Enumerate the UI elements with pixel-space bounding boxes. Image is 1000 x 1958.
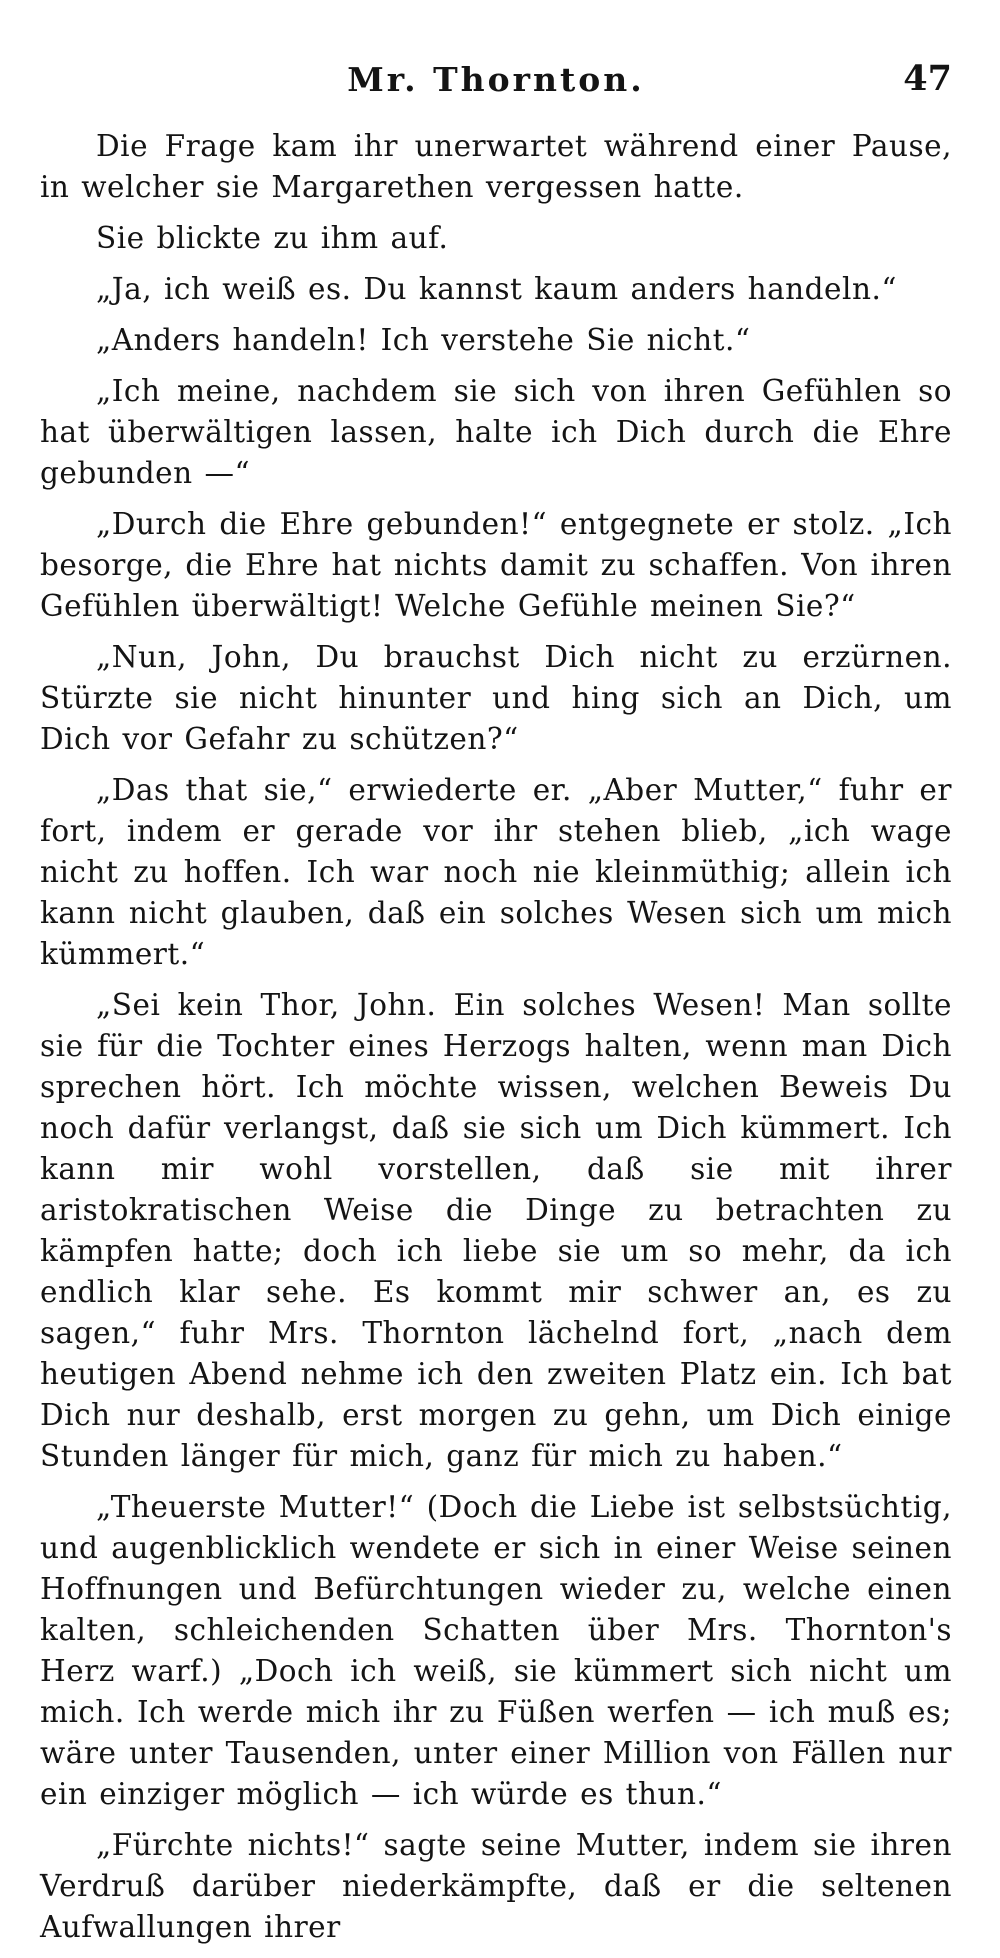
body-text (40, 126, 952, 1958)
paragraph: „Nun, John, Du brauchst Dich nicht zu erzürnen. Stürzte sie nicht hinunter und hing sich an Dich, um Dich vor Gefahr zu schützen?“ (40, 640, 952, 756)
paragraph: „Sei kein Thor, John. Ein solches Wesen! Man sollte sie für die Tochter eines Herzogs halten, wenn man Dich sprechen hört. Ich möchte wissen, welchen Beweis Du noch dafür verlangst, daß sie sich um Dich kümmert. Ich kann mir wohl vorstellen, daß sie mit ihrer aristokratischen Weise die Dinge zu betrachten zu kämpfen hatte; doch ich liebe sie um so mehr, da ich endlich klar sehe. Es kommt mir schwer an, es zu sagen,“ fuhr Mrs. Thornton lächelnd fort, „nach dem heutigen Abend nehme ich den zweiten Platz ein. Ich bat Dich nur deshalb, erst morgen zu gehn, um Dich einige Stunden länger für mich, ganz für mich zu haben.“ (40, 988, 952, 1473)
paragraph: „Theuerste Mutter!“ (Doch die Liebe ist selbstsüchtig, und augenblicklich wendete er sich in einer Weise seinen Hoffnungen und Befürchtungen wieder zu, welche einen kalten, schleichenden Schatten über Mrs. Thornton's Herz warf.) „Doch ich weiß, sie kümmert sich nicht um mich. Ich werde mich ihr zu Füßen werfen — ich muß es; wäre unter Tausenden, unter einer Million von Fällen nur ein einziger möglich — ich würde es thun.“ (40, 1490, 952, 1811)
paragraph: „Anders handeln! Ich verstehe Sie nicht.“ (96, 323, 751, 357)
book-page (40, 0, 952, 1944)
paragraph: „Das that sie,“ erwiederte er. „Aber Mutter,“ fuhr er fort, indem er gerade vor ihr stehen blieb, „ich wage nicht zu hoffen. Ich war noch nie kleinmüthig; allein ich kann nicht glauben, daß ein solches Wesen sich um mich kümmert.“ (40, 773, 952, 971)
paragraph: Sie blickte zu ihm auf. (96, 221, 449, 255)
paragraph: „Ich meine, nachdem sie sich von ihren Gefühlen so hat überwältigen lassen, halte ich Dich durch die Ehre gebunden —“ (40, 374, 952, 490)
paragraph: „Durch die Ehre gebunden!“ entgegnete er stolz. „Ich besorge, die Ehre hat nichts damit zu schaffen. Von ihren Gefühlen überwältigt! Welche Gefühle meinen Sie?“ (40, 507, 952, 623)
paragraph: Die Frage kam ihr unerwartet während einer Pause, in welcher sie Margarethen vergessen hatte. (40, 129, 952, 204)
page-number: 47 (903, 58, 952, 99)
running-head (40, 60, 952, 108)
paragraph: „Fürchte nichts!“ sagte seine Mutter, indem sie ihren Verdruß darüber niederkämpfte, daß er die seltenen Aufwallungen ihrer (40, 1828, 952, 1944)
running-title: Mr. Thornton. (347, 60, 645, 99)
paragraph: „Ja, ich weiß es. Du kannst kaum anders handeln.“ (96, 272, 897, 306)
